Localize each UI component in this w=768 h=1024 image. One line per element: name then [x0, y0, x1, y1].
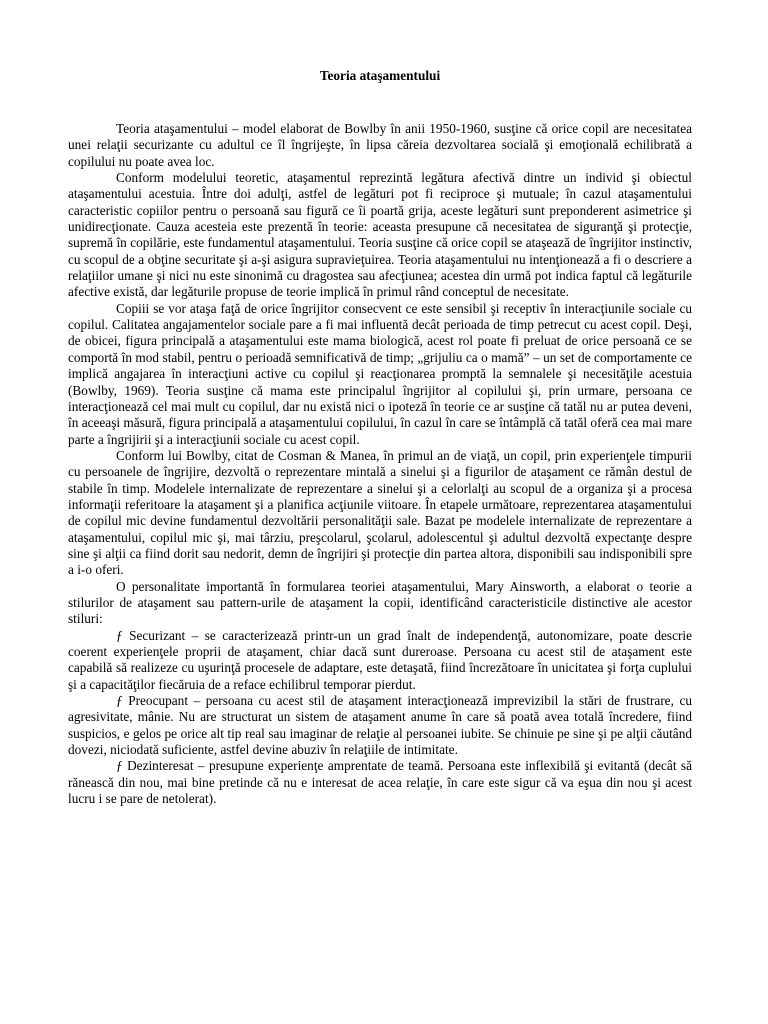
bullet-marker: ƒ	[116, 627, 123, 643]
bullet-text: Preocupant – persoana cu acest stil de ataşament interacţionează imprevizibil la stări de frustrare, cu agresivitate, mânie. Nu are structurat un sistem de ataşament anume în care să poată avea totală încredere, fiind suspicios, e gelos pe orice alt tip real sau imaginar de relaţie al persoanei iubite. Se chinuie pe sine şi pe alţii căutând dovezi, niciodată suficiente, astfel devine abuziv în relaţiile de intimitate.	[68, 693, 692, 758]
paragraph-3: Copiii se vor ataşa faţă de orice îngrijitor consecvent ce este sensibil şi receptiv în interacţiunile sociale cu copilul. Calitatea angajamentelor sociale pare a fi mai influentă decât perioada de timp petrecut cu acest copil. Deşi, de obicei, figura principală a ataşamentului este mama biologică, acest rol poate fi preluat de orice persoană ce se comportă în mod stabil, pentru o perioadă semnificativă de timp; „grijuliu ca o mamă” – un set de comportamente ce implică angajarea în interacţiuni active cu copilul şi reacţionarea promptă la semnalele şi necesităţile acestuia (Bowlby, 1969). Teoria susţine că mama este principalul îngrijitor al copilului şi, prin urmare, persoana ce interacţionează cel mai mult cu copilul, dar nu există nici o ipoteză în teorie ce ar susţine că tatăl nu ar putea deveni, în aceeaşi măsură, figura principală a ataşamentului copilului, în cazul în care se întâmplă că tatăl oferă cea mai mare parte a îngrijirii şi a interacţiunii sociale cu acest copil.	[68, 300, 692, 447]
bullet-item-securizant	[68, 628, 692, 693]
paragraph-5: O personalitate importantă în formularea teoriei ataşamentului, Mary Ainsworth, a elaborat o teorie a stilurilor de ataşament sau pattern-urile de ataşament la copii, identificând caracteristicile distinctive ale acestor stiluri:	[68, 578, 692, 627]
bullet-text: Dezinteresat – presupune experienţe amprentate de teamă. Persoana este inflexibilă şi evitantă (decât să rănească din nou, mai bine pretinde că nu e interesat de acea relaţie, în care este sigur că va eşua din nou şi acest lucru i se pare de netolerat).	[68, 758, 693, 807]
bullet-marker: ƒ	[116, 758, 123, 774]
bullet-marker: ƒ	[116, 693, 123, 709]
bullet-item-preocupant	[68, 693, 692, 758]
paragraph-1: Teoria ataşamentului – model elaborat de Bowlby în anii 1950-1960, susţine că orice copil are necesitatea unei relaţii securizante cu adultul ce îl îngrijeşte, în lipsa căreia dezvoltarea socială şi emoţională echilibrată a copilului nu poate avea loc.	[68, 121, 692, 169]
paragraph-2: Conform modelului teoretic, ataşamentul reprezintă legătura afectivă dintre un individ şi obiectul ataşamentului acestuia. Între doi adulţi, astfel de legături pot fi reciproce şi mutuale; în cazul ataşamentului caracteristic copiilor pentru o persoană sau figură ce îi poartă grija, aceste legături sunt preponderent asimetrice şi unidirecţionate. Cauza acesteia este prezentă în teorie: aceasta presupune că necesitatea de siguranţă şi protecţie, supremă în copilărie, este fundamentul ataşamentului. Teoria susţine că orice copil se ataşează de îngrijitor instinctiv, cu scopul de a obţine securitate şi a-şi asigura supravieţuirea. Teoria ataşamentului nu intenţionează a fi o descriere a relaţiilor umane şi nici nu este sinonimă cu dragostea sau afecţiunea; acestea din urmă pot indica faptul că legăturile afective există, dar legăturile propuse de teorie implică în primul rând conceptul de necesitate.	[68, 170, 692, 300]
document-title: Teoria ataşamentului	[319, 68, 441, 83]
bullet-item-dezinteresat	[68, 758, 692, 807]
paragraph-4: Conform lui Bowlby, citat de Cosman & Manea, în primul an de viaţă, un copil, prin experienţele timpurii cu persoanele de îngrijire, dezvoltă o reprezentare mintală a sinelui şi a figurilor de ataşament ce rămân destul de stabile în timp. Modelele internalizate de reprezentare a sinelui şi a celorlalţi au scopul de a organiza şi a procesa informaţii referitoare la ataşament şi a planifica acţiunile viitoare. În etapele următoare, reprezentarea ataşamentului de copilul mic devine fundamentul dezvoltării personalităţii sale. Bazat pe modelele internalizate de reprezentare a ataşamentului, copilul mic şi, mai târziu, preşcolarul, şcolarul, adolescentul şi adultul dezvoltă expectanţe despre sine şi alţii ca fiind dorit sau nedorit, demn de îngrijiri şi protecţie din partea altora, disponibili sau indisponibili spre a i-o oferi.	[68, 447, 692, 578]
bullet-text: Securizant – se caracterizează printr-un un grad înalt de independenţă, autonomizare, poate descrie coerent experienţele proprii de ataşament, chiar dacă sunt dureroase. Persoana cu acest stil de ataşament este capabilă să realizeze cu uşurinţă procesele de adaptare, este detaşată, fiind încrezătoare în unicitatea şi forţa cuplului şi a capacităţilor fiecăruia de a reface echilibrul temporar pierdut.	[68, 627, 692, 692]
document-body	[68, 121, 692, 807]
